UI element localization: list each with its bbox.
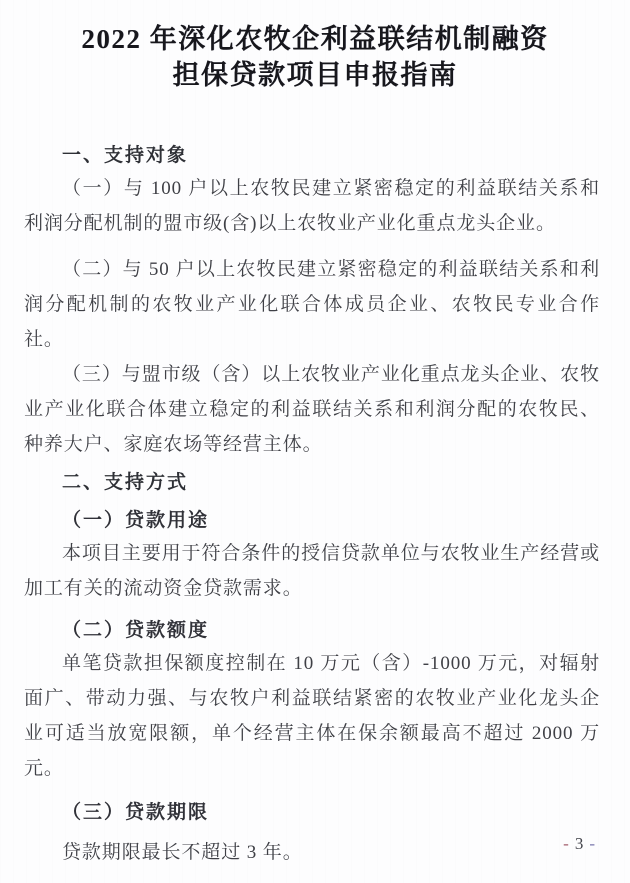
subsection-heading-loan-amount: （二）贷款额度 xyxy=(62,620,210,641)
paragraph-loan-purpose: 本项目主要用于符合条件的授信贷款单位与农牧业生产经营或加工有关的流动资金贷款需求。 xyxy=(24,543,600,599)
page-number-dash-right: - xyxy=(589,834,597,853)
page-number-dash-left: - xyxy=(563,834,571,853)
document-body xyxy=(0,141,630,870)
page-number-value: 3 xyxy=(574,834,586,853)
document-title xyxy=(0,0,630,93)
document-title-line1: 2022 年深化农牧企利益联结机制融资 xyxy=(81,24,549,54)
section-heading-support-targets: 一、支持对象 xyxy=(62,145,189,166)
paragraph-support-target-2: （二）与 50 户以上农牧民建立紧密稳定的利益联结关系和利润分配机制的农牧业产业化联合体成员企业、农牧民专业合作社。 xyxy=(24,259,600,350)
subsection-heading-loan-term: （三）贷款期限 xyxy=(62,802,210,823)
paragraph-support-target-3: （三）与盟市级（含）以上农牧业产业化重点龙头企业、农牧业产业化联合体建立稳定的利益联结关系和利润分配的农牧民、种养大户、家庭农场等经营主体。 xyxy=(24,364,600,455)
page-number xyxy=(563,835,597,853)
section-heading-support-methods: 二、支持方式 xyxy=(62,472,189,493)
document-title-line2: 担保贷款项目申报指南 xyxy=(172,60,458,90)
paragraph-support-target-1: （一）与 100 户以上农牧民建立紧密稳定的利益联结关系和利润分配机制的盟市级(含)以上农牧业产业化重点龙头企业。 xyxy=(24,178,600,234)
subsection-heading-loan-purpose: （一）贷款用途 xyxy=(62,510,210,531)
paragraph-loan-amount: 单笔贷款担保额度控制在 10 万元（含）-1000 万元，对辐射面广、带动力强、与农牧户利益联结紧密的农牧业产业化龙头企业可适当放宽限额，单个经营主体在保余额最高不超过 2000 万元。 xyxy=(24,653,600,779)
paragraph-loan-term: 贷款期限最长不超过 3 年。 xyxy=(62,842,303,863)
